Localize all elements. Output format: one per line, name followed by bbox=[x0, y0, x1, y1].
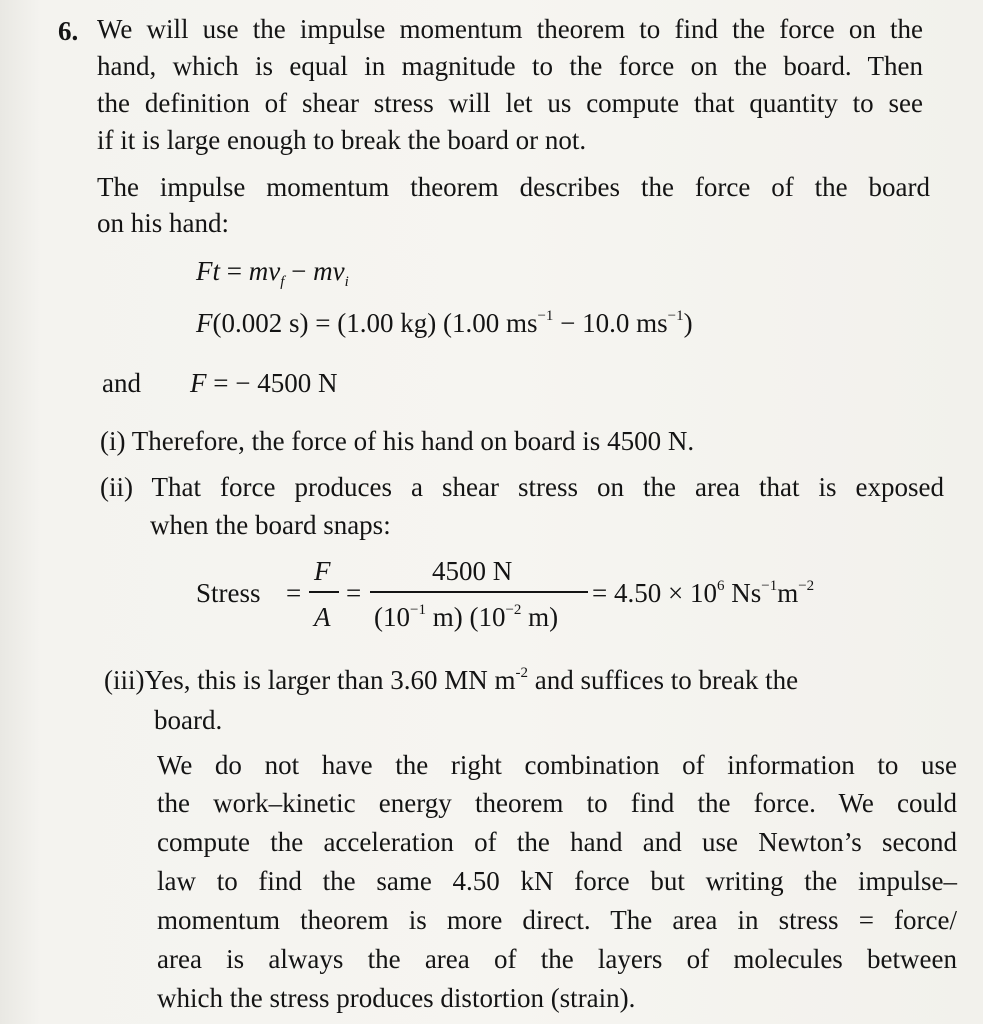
closing-line-5: momentum theorem is more direct. The area in stress = force/ bbox=[157, 905, 957, 935]
result-exp-2: −1 bbox=[761, 578, 778, 594]
item-ii-line-1: (ii) That force produces a shear stress on the area that is exposed bbox=[100, 472, 944, 502]
stress-denominator bbox=[374, 604, 558, 631]
eq2-exp-1: −1 bbox=[537, 308, 554, 324]
item-iii-line-1 bbox=[104, 667, 798, 694]
stress-equals-1: = bbox=[286, 578, 302, 608]
stress-label: Stress bbox=[196, 578, 261, 608]
result-part-a: = 4.50 × 10 bbox=[592, 578, 717, 608]
problem-number: 6. bbox=[58, 16, 79, 46]
iii-part-b: and suffices to break the bbox=[528, 665, 799, 695]
closing-line-4: law to find the same 4.50 kN force but writing the impulse– bbox=[157, 866, 957, 896]
eq1-minus: − bbox=[291, 256, 307, 286]
stress-result bbox=[592, 580, 814, 607]
impulse-intro-line-1: The impulse momentum theorem describes the force of the board bbox=[97, 172, 930, 202]
eq1-sub-i: i bbox=[344, 274, 349, 290]
eq2-part-a: (0.002 s) = (1.00 kg) (1.00 ms bbox=[212, 308, 538, 338]
intro-line-3: the definition of shear stress will let us compute that quantity to see bbox=[97, 88, 923, 118]
den-part-c: m) bbox=[521, 602, 559, 632]
impulse-intro-line-2: on his hand: bbox=[97, 208, 229, 238]
intro-line-4: if it is large enough to break the board or not. bbox=[97, 125, 587, 155]
result-part-c: m bbox=[777, 578, 799, 608]
closing-line-1: We do not have the right combination of information to use bbox=[157, 750, 957, 780]
eq1-equals: = bbox=[226, 256, 242, 286]
item-ii-line-2: when the board snaps: bbox=[150, 510, 391, 540]
den-part-a: (10 bbox=[374, 602, 410, 632]
stress-numerator: 4500 N bbox=[432, 556, 513, 586]
eq2-close: ) bbox=[683, 308, 693, 338]
result-part-b: Ns bbox=[724, 578, 762, 608]
iii-part-a: (iii)Yes, this is larger than 3.60 MN m bbox=[104, 665, 516, 695]
and-label: and bbox=[102, 368, 141, 398]
stress-frac-numerator-F: F bbox=[314, 556, 331, 586]
den-exp-2: −2 bbox=[505, 602, 522, 618]
eq2-F: F bbox=[196, 308, 213, 338]
equation-substitution bbox=[196, 310, 693, 337]
closing-line-3: compute the acceleration of the hand and use Newton’s second bbox=[157, 827, 957, 857]
iii-exp: -2 bbox=[515, 665, 528, 681]
eq1-left: Ft bbox=[196, 256, 220, 286]
intro-line-2: hand, which is equal in magnitude to the force on the board. Then bbox=[97, 51, 923, 81]
eq1-mv-final: mv bbox=[248, 256, 281, 286]
equation-force-result bbox=[190, 370, 337, 397]
closing-line-6: area is always the area of the layers of molecules between bbox=[157, 944, 957, 974]
item-i: (i) Therefore, the force of his hand on board is 4500 N. bbox=[100, 426, 695, 456]
stress-frac-denominator-A: A bbox=[314, 602, 331, 632]
intro-line-1: We will use the impulse momentum theorem to find the force on the bbox=[97, 14, 923, 44]
eq2-part-b: − 10.0 ms bbox=[553, 308, 668, 338]
stress-frac-bar-1 bbox=[309, 591, 339, 593]
eq2-exp-2: −1 bbox=[667, 308, 684, 324]
eq3-F: F bbox=[190, 368, 207, 398]
eq1-mv-initial: mv bbox=[313, 256, 345, 286]
den-part-b: m) (10 bbox=[425, 602, 506, 632]
result-exp-1: 6 bbox=[716, 578, 725, 594]
closing-line-2: the work–kinetic energy theorem to find the force. We could bbox=[157, 788, 957, 818]
result-exp-3: −2 bbox=[798, 578, 815, 594]
den-exp-1: −1 bbox=[410, 602, 426, 618]
item-iii-line-2: board. bbox=[154, 705, 223, 735]
eq1-sub-f: f bbox=[280, 274, 285, 290]
stress-frac-bar-2 bbox=[370, 591, 588, 593]
equation-impulse bbox=[196, 256, 349, 290]
stress-equals-2: = bbox=[346, 578, 362, 608]
eq3-rest: = − 4500 N bbox=[206, 368, 338, 398]
closing-line-7: which the stress produces distortion (strain). bbox=[157, 983, 636, 1013]
